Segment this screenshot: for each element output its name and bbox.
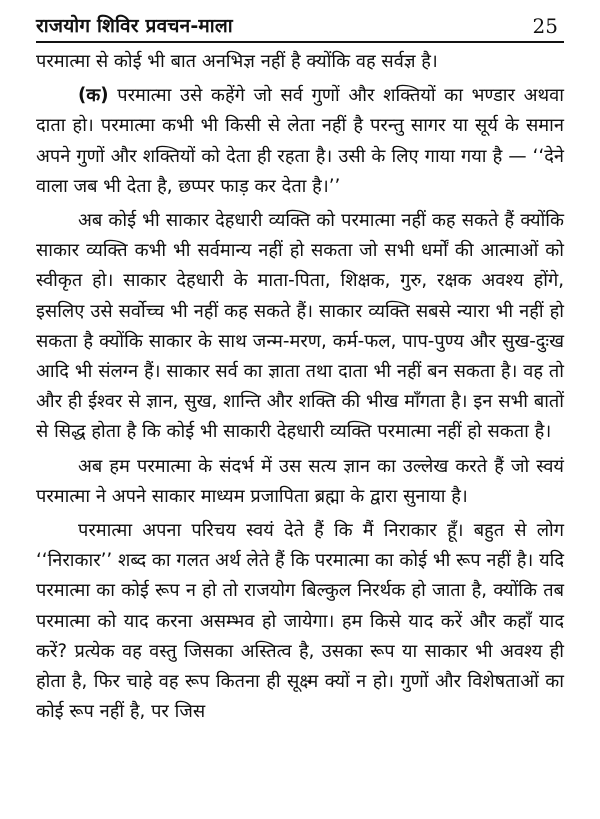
running-header xyxy=(36,8,564,38)
paragraph-text: परमात्मा उसे कहेंगे जो सर्व गुणों और शक्तियों का भण्डार अथवा दाता हो। परमात्मा कभी भी किसी से लेता नहीं है परन्तु सागर या सूर्य के समान अपने गुणों और शक्तियों को देता ही रहता है। उसी के लिए गाया गया है — ‘‘देने वाला जब भी देता है, छप्पर फाड़ कर देता है।’’ xyxy=(36,85,564,197)
section-label: (क) xyxy=(78,85,109,107)
paragraph-1 xyxy=(36,47,564,77)
page-number: 25 xyxy=(532,14,558,38)
paragraph-2 xyxy=(36,81,564,202)
paragraph-text: अब हम परमात्मा के संदर्भ में उस सत्य ज्ञान का उल्लेख करते हैं जो स्वयं परमात्मा ने अपने साकार माध्यम प्रजापिता ब्रह्मा के द्वारा सुनाया है। xyxy=(36,455,564,507)
paragraph-3 xyxy=(36,206,564,448)
running-title: राजयोग शिविर प्रवचन-माला xyxy=(36,15,233,37)
page-body xyxy=(36,47,564,727)
paragraph-4 xyxy=(36,452,564,512)
paragraph-5 xyxy=(36,516,564,727)
paragraph-text: परमात्मा अपना परिचय स्वयं देते हैं कि मैं निराकार हूँ। बहुत से लोग ‘‘निराकार’’ शब्द का गलत अर्थ लेते हैं कि परमात्मा का कोई भी रूप नहीं है। यदि परमात्मा का कोई रूप न हो तो राजयोग बिल्कुल निरर्थक हो जाता है, क्योंकि तब परमात्मा को याद करना असम्भव हो जायेगा। हम किसे याद करें और कहाँ याद करें? प्रत्येक वह वस्तु जिसका अस्तित्व है, उसका रूप या साकार भी अवश्य ही होता है, फिर चाहे वह रूप कितना ही सूक्ष्म क्यों न हो। गुणों और विशेषताओं का कोई रूप नहीं है, पर जिस xyxy=(36,520,564,723)
paragraph-text: अब कोई भी साकार देहधारी व्यक्ति को परमात्मा नहीं कह सकते हैं क्योंकि साकार व्यक्ति कभी भी सर्वमान्य नहीं हो सकता जो सभी धर्मों की आत्माओं को स्वीकृत हो। साकार देहधारी के माता-पिता, शिक्षक, गुरु, रक्षक अवश्य होंगे, इसलिए उसे सर्वोच्च भी नहीं कह सकते हैं। साकार व्यक्ति सबसे न्यारा भी नहीं हो सकता है क्योंकि साकार के साथ जन्म-मरण, कर्म-फल, पाप-पुण्य और सुख-दुःख आदि भी संलग्न हैं। साकार सर्व का ज्ञाता तथा दाता भी नहीं बन सकता है। वह तो और ही ईश्वर से ज्ञान, सुख, शान्ति और शक्ति की भीख माँगता है। इन सभी बातों से सिद्ध होता है कि कोई भी साकारी देहधारी व्यक्ति परमात्मा नहीं हो सकता है। xyxy=(36,210,564,443)
header-rule xyxy=(36,41,564,43)
paragraph-text: परमात्मा से कोई भी बात अनभिज्ञ नहीं है क्योंकि वह सर्वज्ञ है। xyxy=(36,51,438,72)
